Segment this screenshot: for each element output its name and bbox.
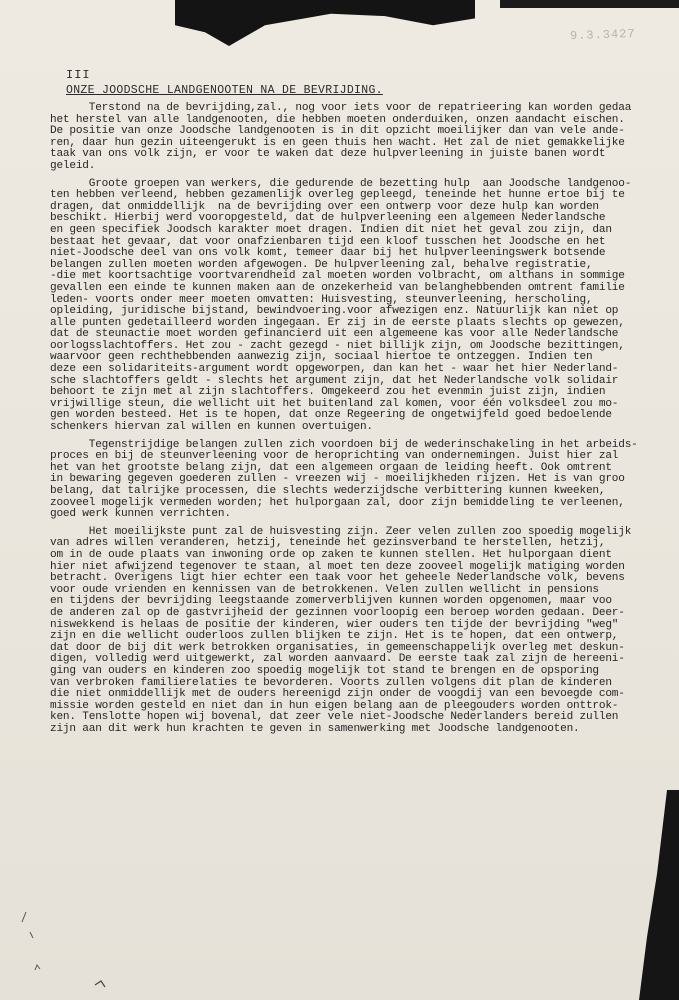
text-line: de anderen zal op de gastvrijheid der gezinnen voorloopig een beroep worden gedaan. Deer- bbox=[50, 606, 625, 619]
text-line: betracht. Overigens ligt hier echter een taak voor het geheele Nederlandsche volk, bevens bbox=[50, 572, 625, 585]
text-line: ten hebben verleend, hebben gezamenlijk overleg gepleegd, teneinde het hunne ertoe bij te bbox=[50, 189, 625, 202]
text-line: zooveel mogelijk vermeden worden; het hulporgaan zal, door zijn bemiddeling te verleenen, bbox=[50, 496, 625, 509]
text-line: Terstond na de bevrijding,zal., nog voor iets voor de repatrieering kan worden gedaa bbox=[50, 102, 632, 114]
text-line: missie worden gesteld en niet dan in hun eigen belang aan de pleegouders worden onttrok- bbox=[50, 699, 619, 712]
text-line: belang, dat talrijke processen, die slechts wederzijdsche verbittering kunnen kweeken, bbox=[50, 485, 606, 497]
text-line: vrijwillige steun, die wellicht uit het buitenland zal komen, voor één volksdeel zou mo- bbox=[50, 397, 619, 410]
text-line: oorlogsslachtoffers. Het zou - zacht gezegd - niet billijk zijn, om Joodsche bezittingen, bbox=[50, 339, 625, 352]
text-line: belangen zullen moeten worden afgewogen. De hulpverleening zal, behalve registratie, bbox=[50, 258, 593, 271]
text-line: en geen specifiek Joodsch karakter moet dragen. Indien dit niet het geval zou zijn, dan bbox=[50, 223, 612, 236]
text-line: sche slachtoffers geldt - slechts het argument zijn, dat het Nederlandsche volk solidair bbox=[50, 374, 619, 387]
text-line: ging van ouders en kinderen zoo spoedig mogelijk tot stand te brengen en de opsporing bbox=[50, 664, 599, 677]
text-line: van adres willen veranderen, hetzij, teneinde het gezinsverband te herstellen, hetzij, bbox=[50, 537, 606, 550]
text-line: De positie van onze Joodsche landgenooten is in dit opzicht moeilijker dan van vele ande- bbox=[50, 125, 625, 138]
paragraph bbox=[50, 179, 679, 434]
text-line: schenkers hiervan zal willen en kunnen overtuigen. bbox=[50, 421, 373, 434]
text-line: dragen, dat onmiddellijk na de bevrijding over een ontwerp voor deze hulp kan worden bbox=[50, 200, 599, 213]
text-line: Het moeilijkste punt zal de huisvesting zijn. Zeer velen zullen zoo spoedig mogelijk bbox=[50, 525, 632, 538]
text-line: voor oude vrienden en kennissen van de betrokkenen. Velen zullen wellicht in pensions bbox=[50, 583, 599, 596]
text-line: dat de steunactie moet worden gefinancierd uit een algemeene kas voor alle Nederlandsche bbox=[50, 328, 619, 341]
text-line: goed werk kunnen verrichten. bbox=[50, 508, 231, 521]
text-line: gen worden besteed. Het is te hopen, dat onze Regeering de ongetwijfeld goed bedoelende bbox=[50, 409, 612, 422]
text-line: zijn en die wellicht ouderloos zullen blijken te zijn. Het is te hopen, dat een ontwerp, bbox=[50, 630, 619, 643]
text-line: waarvoor geen rechthebbenden aanwezig zijn, sociaal hiertoe te ontzeggen. Indien ten bbox=[50, 351, 593, 364]
tape-strip-edge bbox=[500, 0, 679, 8]
text-line: Groote groepen van werkers, die gedurende de bezetting hulp aan Joodsche landgenoo- bbox=[50, 177, 632, 190]
section-header bbox=[66, 68, 626, 97]
paragraph bbox=[50, 103, 679, 173]
text-line: van verbroken familierelaties te bevorderen. Voorts zullen volgens dit plan de kinderen bbox=[50, 676, 612, 689]
tape-strip bbox=[175, 0, 475, 46]
text-line: in bewaring gegeven goederen zullen - vreezen wij - moeilijkheden rijzen. Het is van groo bbox=[50, 473, 625, 486]
text-line: proces en bij de steunverleening voor de heroprichting van ondernemingen. Juist hier zal bbox=[50, 450, 619, 463]
paragraph bbox=[50, 527, 679, 736]
text-line: ren, daar hun gezin uiteengerukt is en geen thuis hen wacht. Het zal de niet gemakkelijke bbox=[50, 136, 625, 149]
text-line: behoort te zijn met al zijn slachtoffers. Omgekeerd zou het evenmin juist zijn, indien bbox=[50, 386, 606, 399]
text-line: het herstel van alle landgenooten, die hebben moeten onderduiken, onzen aandacht eischen. bbox=[50, 113, 625, 126]
text-line: om in de oude plaats van inwoning orde op zaken te kunnen stellen. Het hulporgaan dient bbox=[50, 548, 612, 561]
paragraph bbox=[50, 440, 679, 521]
page-edge-shadow bbox=[639, 790, 679, 1000]
text-line: opleiding, juridische bijstand, bewindvoering.voor afwezigen enz. Natuurlijk kan niet op bbox=[50, 305, 619, 318]
text-line: niet-Joodsche deel van ons volk komt, temeer daar bij het hulpverleeningswerk botsende bbox=[50, 247, 606, 260]
text-line: taak van ons volk zijn, er voor te waken dat deze hulpverleening in juiste banen wordt bbox=[50, 148, 606, 161]
text-line: het van het grootste belang zijn, dat een algemeen orgaan de leiding heeft. Ook omtrent bbox=[50, 461, 612, 474]
text-line: Tegenstrijdige belangen zullen zich voordoen bij de wederinschakeling in het arbeids- bbox=[50, 438, 638, 451]
text-line: geleid. bbox=[50, 159, 96, 172]
text-line: hier niet afwijzend tegenover te staan, al moet ten deze zooveel mogelijk matiging worden bbox=[50, 560, 625, 573]
text-line: ken. Tenslotte hopen wij bovenal, dat zeer vele niet-Joodsche Nederlanders bereid zullen bbox=[50, 711, 619, 724]
pen-marks bbox=[0, 880, 120, 1000]
text-line: beschikt. Hierbij werd vooropgesteld, dat de hulpverleening een algemeen Nederlandsche bbox=[50, 212, 606, 225]
body-text bbox=[50, 103, 679, 741]
text-line: leden- voorts onder meer moeten omvatten: Huisvesting, steunverleening, herscholing, bbox=[50, 293, 593, 306]
section-title: ONZE JOODSCHE LANDGENOOTEN NA DE BEVRIJDING. bbox=[66, 84, 383, 97]
text-line: gevallen een einde te kunnen maken aan de onzekerheid van belanghebbenden omtrent familie bbox=[50, 281, 625, 294]
text-line: en tijdens der bevrijding leegstaande zomerverblijven kunnen worden opgenomen, maar voo bbox=[50, 595, 612, 608]
text-line: niswekkend is helaas de positie der kinderen, wier ouders ten tijde der bevrijding "weg" bbox=[50, 618, 619, 631]
text-line: deze een solidariteits-argument wordt opgeworpen, dan kan het - waar het hier Nederland- bbox=[50, 363, 619, 376]
text-line: bestaat het gevaar, dat voor onafzienbaren tijd een kloof tusschen het Joodsche en het bbox=[50, 235, 606, 248]
section-number: III bbox=[66, 68, 91, 82]
text-line: dat door de bij dit werk betrokken organisaties, in gemeenschappelijk overleg met deskun- bbox=[50, 641, 625, 654]
archive-number: 9.3.3427 bbox=[569, 26, 636, 44]
text-line: alle punten gedetailleerd worden ingegaan. Er zij in de eerste plaats slechts op gewezen, bbox=[50, 316, 625, 329]
text-line: zijn aan dit werk hun krachten te geven in samenwerking met Joodsche landgenooten. bbox=[50, 722, 580, 735]
text-line: -die met koortsachtige voortvarendheid zal moeten worden volbracht, om althans in sommige bbox=[50, 270, 625, 283]
text-line: digen, volledig werd uitgewerkt, zal worden aanvaard. De eerste taak zal zijn de hereeni- bbox=[50, 653, 625, 666]
text-line: die niet onmiddellijk met de ouders hereenigd zijn onder de voogdij van een bevoegde com- bbox=[50, 688, 625, 701]
